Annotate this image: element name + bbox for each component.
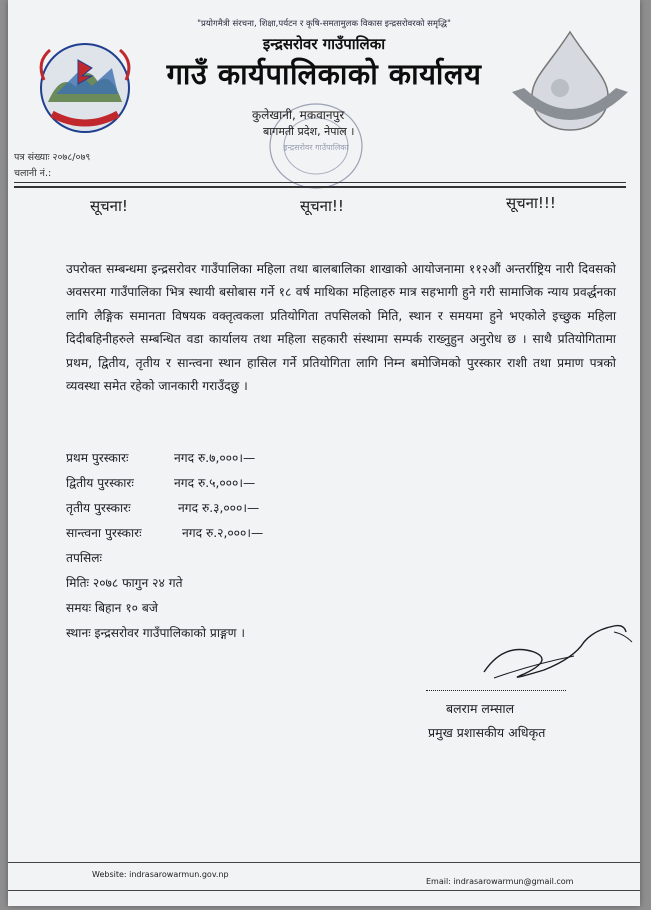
notice-heading-3: सूचना!!! (506, 194, 556, 212)
prize-label: प्रथम पुरस्कारः (66, 451, 129, 465)
event-venue: स्थानः इन्द्रसरोवर गाउँपालिकाको प्राङ्गण । (66, 626, 245, 640)
details-heading: तपसिलः (66, 551, 102, 565)
prize-row (66, 499, 259, 516)
signatory-title: प्रमुख प्रशासकीय अधिकृत (428, 725, 546, 740)
footer-divider (8, 862, 640, 863)
prize-row (66, 474, 255, 491)
prize-row (66, 524, 263, 541)
motto-text: "प्रयोगमैत्री संरचना, शिक्षा,पर्यटन र कृषि-समतामुलक विकास इन्द्रसरोवरको समृद्धि" (197, 19, 451, 29)
signature-icon (464, 612, 634, 692)
footer-website: Website: indrasarowarmun.gov.np (92, 870, 229, 879)
signature-line (426, 690, 566, 691)
prize-amount: नगद रु.५,०००।— (174, 476, 256, 490)
footer-divider-bottom (8, 890, 640, 891)
footer-email: Email: indrasarowarmun@gmail.com (426, 877, 574, 886)
prize-row (66, 449, 255, 466)
stamp-text: इन्द्रसरोवर गाउँपालिका (283, 143, 349, 152)
address-line-2: बागमती प्रदेश, नेपाल । (263, 125, 355, 138)
prize-label: तृतीय पुरस्कारः (66, 501, 131, 515)
dispatch-number: चलानी नं.: (14, 168, 52, 179)
notice-heading-1: सूचना! (90, 197, 128, 215)
prize-label: सान्त्वना पुरस्कारः (66, 526, 142, 540)
municipality-name: इन्द्रसरोवर गाउँपालिका (262, 35, 386, 53)
prize-amount: नगद रु.७,०००।— (174, 451, 256, 465)
letter-page (8, 0, 640, 906)
reference-number: पत्र संख्याः २०७८/०७९ (14, 152, 91, 163)
event-date: मितिः २०७८ फागुन २४ गते (66, 576, 183, 590)
address-line-1: कुलेखानी, मकवानपुर (252, 108, 345, 122)
header-divider (14, 182, 626, 183)
notice-heading-2: सूचना!! (300, 197, 344, 215)
notice-body: उपरोक्त सम्बन्धमा इन्द्रसरोवर गाउँपालिका महिला तथा बालबालिका शाखाको आयोजनामा ११२औं अन्तर्राष्ट्रिय नारी दिवसको अवसरमा गाउँपालिका भित्र स्थायी बसोबास गर्ने १८ वर्ष माथिका महिलाहरु मात्र सहभागी हुने गरी सामाजिक न्याय प्रवर्द्धनका लागि लैङ्गिक समानता विषयक वक्तृत्वकला प्रतियोगिता तपसिलको मिति, स्थान र समयमा हुने भएकोले इच्छुक महिला दिदीबहिनीहरुले सम्बन्धित वडा कार्यालय तथा महिला सहकारी संस्थामा सम्पर्क राख्नुहुन अनुरोध छ । साथै प्रतियोगितामा प्रथम, द्वितीय, तृतीय र सान्त्वना स्थान हासिल गर्ने प्रतियोगिता लागि निम्न बमोजिमको पुरस्कार राशी तथा प्रमाण पत्रको व्यवस्था समेत रहेको जानकारी गराउँदछु । (66, 262, 616, 394)
prize-label: द्वितीय पुरस्कारः (66, 476, 134, 490)
prize-amount: नगद रु.३,०००।— (178, 501, 260, 515)
prize-amount: नगद रु.२,०००।— (182, 526, 264, 540)
event-time: समयः बिहान १० बजे (66, 601, 158, 615)
header-divider-thick (14, 186, 626, 188)
signatory-name: बलराम लम्साल (446, 701, 515, 716)
office-title: गाउँ कार्यपालिकाको कार्यालय (166, 57, 482, 91)
